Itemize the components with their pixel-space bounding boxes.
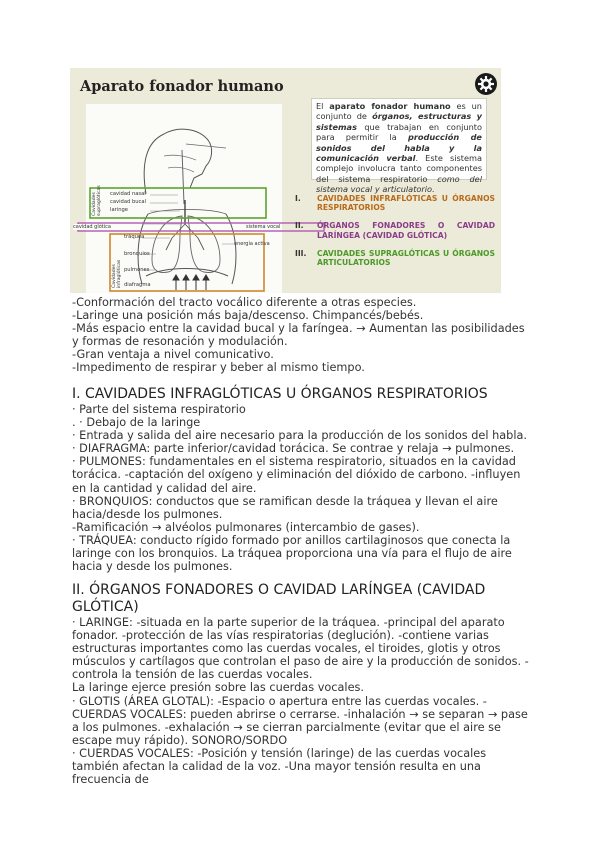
intro-line: -Gran ventaja a nivel comunicativo. xyxy=(72,348,274,362)
part-text: ÓRGANOS FONADORES O CAVIDAD LARÍNGEA (CAVIDAD GLÓTICA) xyxy=(317,221,495,240)
intro-line: -Impedimento de respirar y beber al mismo tiempo. xyxy=(72,361,365,375)
figure-title: Aparato fonador humano xyxy=(80,78,284,95)
section-2-line: · LARINGE: -situada en la parte superior de la tráquea. -principal del aparato fonador. -protección de las vías respiratorias (deglución). -contiene varias estructuras importantes como las cuerdas vocales, el tiroides, glotis y otros músculos y cartílagos que controlan el paso de aire y la producción de sonidos. -controla la tensión de las cuerdas vocales. xyxy=(72,616,529,682)
section-1-line: · DIAFRAGMA: parte inferior/cavidad torácica. Se contrae y relaja → pulmones. xyxy=(72,442,515,456)
label-diafragma: diafragma xyxy=(124,282,151,288)
part-number: I. xyxy=(295,194,301,203)
parts-list xyxy=(295,194,495,276)
gear-icon[interactable] xyxy=(473,71,499,97)
definition-box xyxy=(311,98,487,195)
info-text-4: . Este sistema complejo involucra tanto componentes del sistema respiratorio xyxy=(316,153,483,184)
part-item-2 xyxy=(295,221,495,239)
info-text-3: que trabajan en conjunto para permitir la xyxy=(316,121,482,143)
intro-line: -Laringe una posición más baja/descenso. Chimpancés/bebés. xyxy=(72,309,424,323)
info-bold-3: producción de sonidos del habla y la comunicación verbal xyxy=(316,132,482,164)
info-text-1: El xyxy=(316,101,330,111)
section-2 xyxy=(72,582,534,786)
section-1-line: · BRONQUIOS: conductos que se ramifican desde la tráquea y llevan el aire hacia/desde los pulmones. xyxy=(72,494,498,521)
section-1-line: -Ramificación → alvéolos pulmonares (intercambio de gases). xyxy=(72,520,420,534)
section-1-line: · TRÁQUEA: conducto rígido formado por anillos cartilaginosos que conecta la laringe con los bronquios. La tráquea proporciona una vía para el flujo de aire hacia y desde los pulmones. xyxy=(72,533,512,574)
section-1-line: · Parte del sistema respiratorio xyxy=(72,403,246,416)
part-item-1 xyxy=(295,194,495,212)
anatomy-figure xyxy=(70,68,501,293)
label-cav-glotica: cavidad glótica xyxy=(73,224,111,230)
section-2-line: La laringe ejerce presión sobre las cuerdas vocales. xyxy=(72,681,364,695)
intro-notes xyxy=(72,296,534,375)
section-2-line: · CUERDAS VOCALES: -Posición y tensión (laringe) de las cuerdas vocales también afectan la calidad de la voz. -Una mayor tensión resulta en una frecuencia de xyxy=(72,746,487,787)
label-bronquios: bronquios xyxy=(124,251,150,257)
label-cav-infra: Cavidades infraglóticas xyxy=(112,259,122,288)
label-cav-supra: Cavidades supraglóticas xyxy=(92,185,102,216)
info-bold-2: órganos, estructuras y sistemas xyxy=(316,111,482,132)
label-laringe: laringe xyxy=(110,207,128,213)
vocal-tract-diagram xyxy=(73,104,282,293)
label-energia: energía activa xyxy=(234,241,270,247)
part-number: II. xyxy=(295,221,304,231)
label-sistema-vocal: sistema vocal xyxy=(246,224,281,230)
intro-line: -Conformación del tracto vocálico diferente a otras especies. xyxy=(72,296,417,309)
label-cav-bucal: cavidad bucal xyxy=(110,199,147,205)
section-1-heading: I. CAVIDADES INFRAGLÓTICAS U ÓRGANOS RESPIRATORIOS xyxy=(72,386,488,402)
part-number: III. xyxy=(295,248,307,258)
section-1 xyxy=(72,386,534,573)
info-text-2: es un conjunto de xyxy=(316,101,482,122)
info-bold-1: aparato fonador humano xyxy=(329,101,451,111)
label-pulmones: pulmones xyxy=(124,267,150,273)
section-1-line: . · Debajo de la laringe xyxy=(72,416,201,430)
section-2-heading: II. ÓRGANOS FONADORES O CAVIDAD LARÍNGEA (CAVIDAD GLÓTICA) xyxy=(72,582,486,615)
section-1-line: · PULMONES: fundamentales en el sistema respiratorio, situados en la cavidad torácica. -captación del oxígeno y eliminación del dióxido de carbono. -influyen en la cantidad y calidad del aire. xyxy=(72,455,521,495)
intro-line: -Más espacio entre la cavidad bucal y la faríngea. → Aumentan las posibilidades y formas de resonación y modulación. xyxy=(72,322,525,349)
info-italic-1: como del sistema vocal y articulatorio. xyxy=(316,173,482,195)
section-1-line: · Entrada y salida del aire necesario para la producción de los sonidos del habla. xyxy=(72,429,528,443)
label-cav-nasal: cavidad nasal xyxy=(110,191,146,197)
part-item-3 xyxy=(295,249,495,267)
label-traquea: tráquea xyxy=(124,234,145,240)
part-text: CAVIDADES INFRAFLÓTICAS U ÓRGANOS RESPIRATORIOS xyxy=(317,194,495,213)
section-2-line: · GLOTIS (ÁREA GLOTAL): -Espacio o apertura entre las cuerdas vocales. -CUERDAS VOCALES: pueden abrirse o cerrarse. -inhalación → se separan → pase a los pulmones. -exhalación → se cierran parcialmente (evitar que el aire se escape muy rápido). SONORO/SORDO xyxy=(72,694,528,747)
part-text: CAVIDADES SUPRAGLÓTICAS U ÓRGANOS ARTICULATORIOS xyxy=(317,248,495,268)
